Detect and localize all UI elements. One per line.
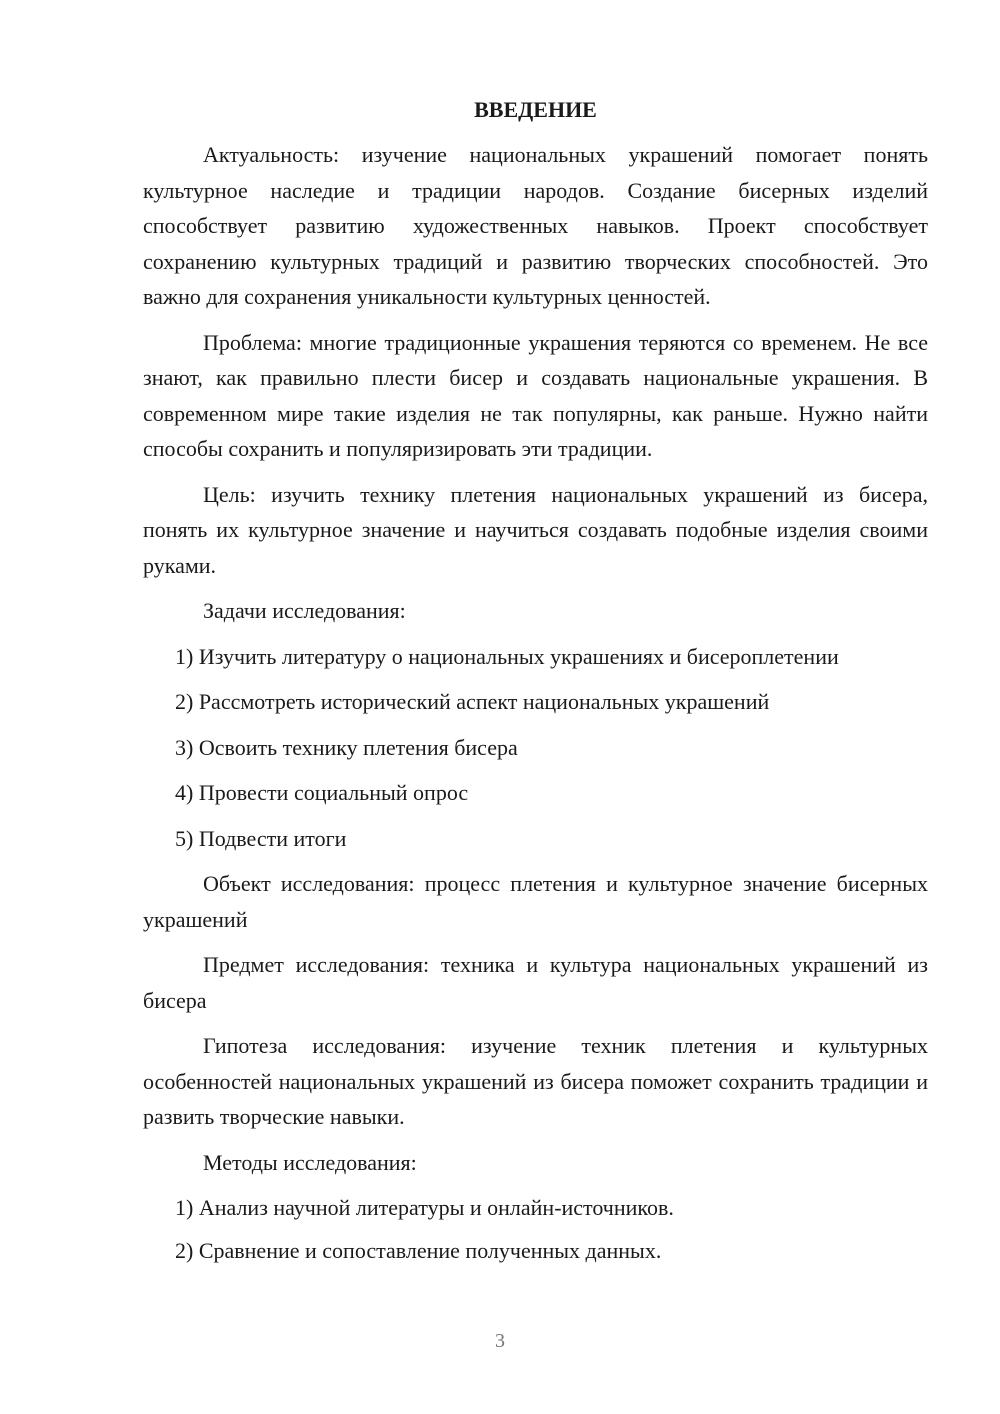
section-title: ВВЕДЕНИЕ	[474, 97, 597, 122]
list-item: 2) Сравнение и сопоставление полученных данных.	[175, 1237, 662, 1263]
object-paragraph: Объект исследования: процесс плетения и культурное значение бисерных украшений	[143, 871, 928, 932]
list-item: 3) Освоить технику плетения бисера	[175, 734, 518, 760]
list-item: 1) Анализ научной литературы и онлайн-источников.	[175, 1195, 674, 1220]
tasks-list	[143, 639, 928, 857]
list-item: 1) Изучить литературу о национальных украшениях и бисероплетении	[175, 643, 839, 669]
subject-paragraph: Предмет исследования: техника и культура национальных украшений из бисера	[143, 952, 928, 1013]
document-page	[143, 95, 928, 1275]
problem-paragraph: Проблема: многие традиционные украшения теряются со временем. Не все знают, как правильно плести бисер и создавать национальные украшения. В современном мире такие изделия не так популярны, как раньше. Нужно найти способы сохранить и популяризировать эти традиции.	[143, 329, 928, 461]
methods-list	[143, 1190, 928, 1268]
list-item: 5) Подвести итоги	[175, 825, 347, 851]
list-item: 2) Рассмотреть исторический аспект национальных украшений	[175, 689, 770, 714]
list-item: 4) Провести социальный опрос	[175, 780, 469, 805]
tasks-heading: Задачи исследования:	[203, 598, 406, 623]
relevance-paragraph: Актуальность: изучение национальных украшений помогает понять культурное наследие и традиции народов. Создание бисерных изделий способствует развитию художественных навыков. Проект способствует сохранению культурных традиций и развитию творческих способностей. Это важно для сохранения уникальности культурных ценностей.	[143, 142, 928, 309]
hypothesis-paragraph: Гипотеза исследования: изучение техник плетения и культурных особенностей национальных украшений из бисера поможет сохранить традиции и развить творческие навыки.	[143, 1033, 928, 1129]
methods-heading: Методы исследования:	[203, 1149, 417, 1175]
page-number: 3	[495, 1330, 505, 1352]
goal-paragraph: Цель: изучить технику плетения национальных украшений из бисера, понять их культурное значение и научиться создавать подобные изделия своими руками.	[143, 481, 928, 578]
